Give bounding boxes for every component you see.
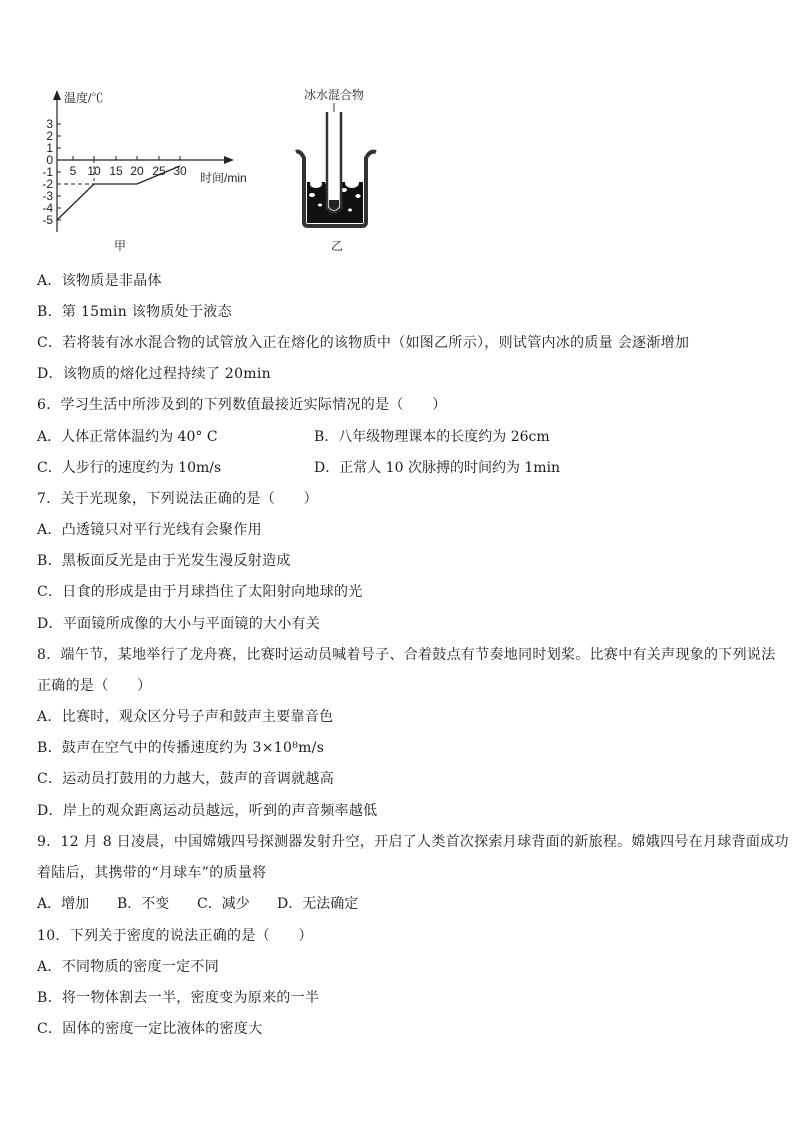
q5-option-b: B．第 15min 该物质处于液态 [37,304,232,320]
q9-option-b: B．不变 [117,896,170,912]
q6-options-row-1 [37,426,550,446]
q8-option-b: B．鼓声在空气中的传播速度约为 3×10⁸m/s [37,740,325,756]
test-tube-contents [329,200,339,210]
q5-option-c: C．若将装有冰水混合物的试管放入正在熔化的该物质中（如图乙所示），则试管内冰的质量 会逐渐增加 [37,335,690,351]
q6-option-c: C．人步行的速度约为 10m/s [37,460,222,476]
q7-stem: 7．关于光现象，下列说法正确的是（ ） [37,491,318,507]
x-tick-label: 25 [152,164,166,178]
x-axis-label: 时间/min [200,171,247,185]
figure-b-apparatus [296,87,376,226]
y-tick-label: -1 [42,165,53,179]
y-axis-label: 温度/℃ [64,91,104,105]
q9-option-d: D．无法确定 [277,896,359,912]
figure-a-caption: 甲 [113,239,127,253]
q8-option-d: D．岸上的观众距离运动员越远，听到的声音频率越低 [37,803,378,819]
x-tick-label: 15 [109,164,123,178]
q10-stem: 10．下列关于密度的说法正确的是（ ） [37,928,313,944]
x-tick-label: 20 [130,164,144,178]
q8-option-a: A．比赛时，观众区分号子声和鼓声主要靠音色 [37,709,334,725]
q9-stem-line-2: 着陆后，其携带的“月球车”的质量将 [37,865,267,881]
y-tick-label: -2 [42,177,53,191]
q8-option-c: C．运动员打鼓用的力越大，鼓声的音调就越高 [37,771,335,787]
q7-option-b: B．黑板面反光是由于光发生漫反射造成 [37,553,291,569]
q6-option-d: D．正常人 10 次脉搏的时间约为 1min [314,460,561,476]
y-arrow-icon [53,90,61,100]
q7-option-c: C．日食的形成是由于月球挡住了太阳射向地球的光 [37,584,363,600]
q6-stem: 6．学习生活中所涉及到的下列数值最接近实际情况的是（ ） [37,397,447,413]
q9-option-a: A．增加 [37,896,90,912]
q7-option-d: D．平面镜所成像的大小与平面镜的大小有关 [37,616,321,632]
q10-option-c: C．固体的密度一定比液体的密度大 [37,1021,263,1037]
y-tick-label: 1 [46,141,53,155]
x-tick-label: 10 [87,164,101,178]
y-tick-label: 3 [46,117,53,131]
y-tick-label: 2 [46,129,53,143]
q6-options-row-2 [37,457,560,477]
q5-option-d: D．该物质的熔化过程持续了 20min [37,366,271,382]
figure-a-graph [42,90,246,232]
q10-option-a: A．不同物质的密度一定不同 [37,959,220,975]
figure-b-caption: 乙 [330,239,344,253]
x-arrow-icon [224,156,234,164]
y-tick-label: -5 [42,213,53,227]
q8-stem-line-2: 正确的是（ ） [37,678,152,694]
y-tick-label: -4 [42,201,53,215]
y-tick-label: -3 [42,189,53,203]
figure-graph-and-apparatus [0,0,794,260]
q7-option-a: A．凸透镜只对平行光线有会聚作用 [37,522,262,538]
q6-option-b: B．八年级物理课本的长度约为 26cm [314,429,550,445]
q6-option-a: A．人体正常体温约为 40° C [37,429,218,445]
q5-option-a: A．该物质是非晶体 [37,273,162,289]
figure-b-label: 冰水混合物 [303,88,365,102]
y-tick-label: 0 [46,153,53,167]
figures-area [0,0,794,260]
test-tube [327,112,341,212]
x-tick-label: 30 [173,164,187,178]
x-tick-label: 5 [69,164,77,178]
q9-stem-line-1: 9．12 月 8 日凌晨，中国嫦娥四号探测器发射升空，开启了人类首次探索月球背面的新旅程。嫦娥四号在月球背面成功 [37,834,789,850]
q8-stem-line-1: 8．端午节，某地举行了龙舟赛，比赛时运动员喊着号子、合着鼓点有节奏地同时划桨。比赛中有关声现象的下列说法 [37,647,776,663]
q9-option-c: C．减少 [197,896,250,912]
q9-options-row [37,893,358,913]
q10-option-b: B．将一物体割去一半，密度变为原来的一半 [37,990,320,1006]
